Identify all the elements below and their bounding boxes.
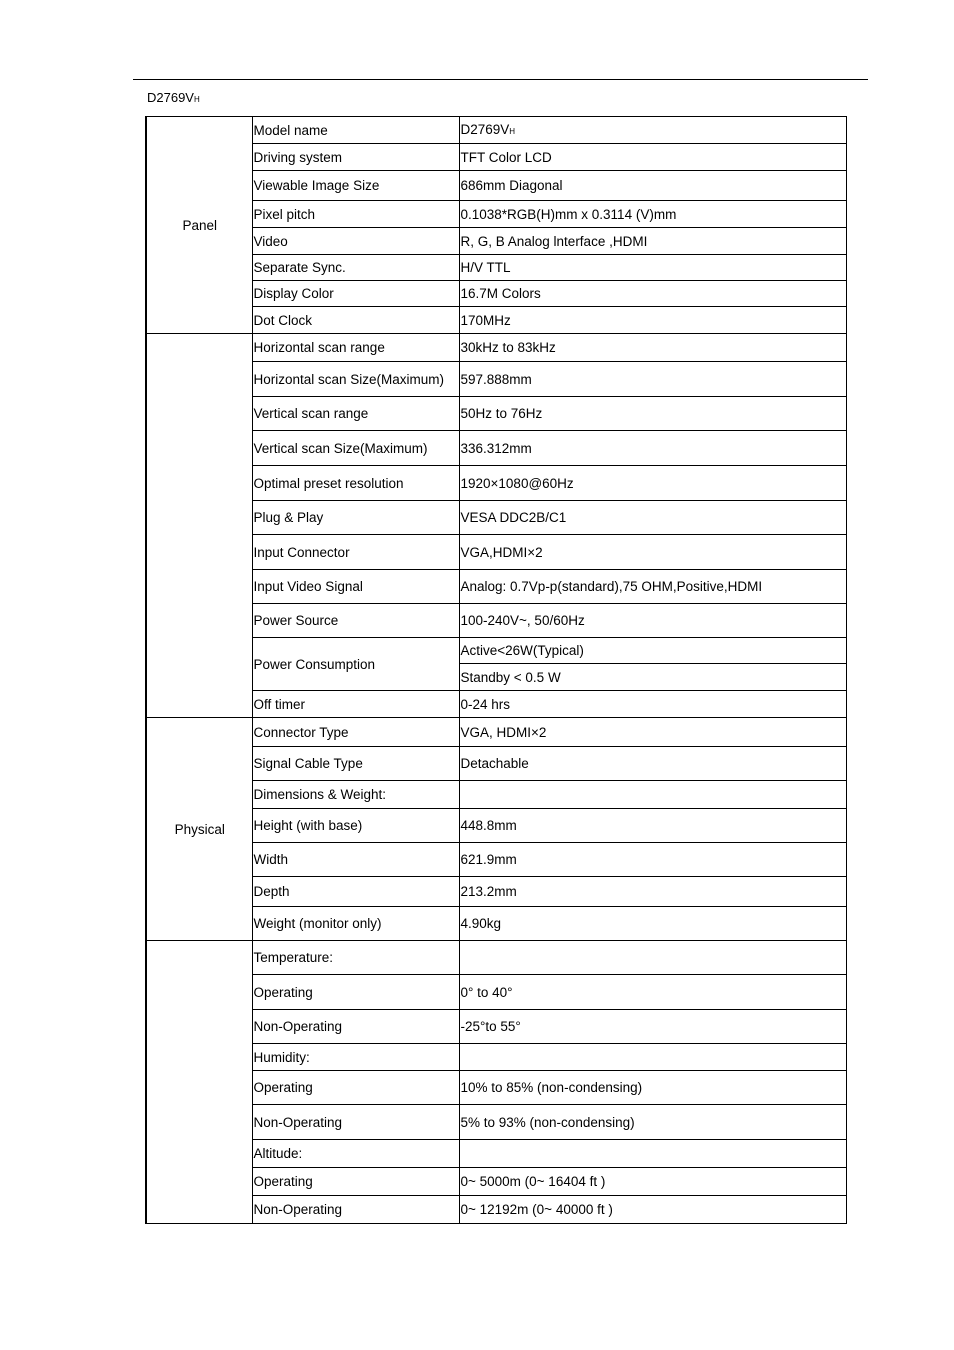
spec-value	[459, 781, 846, 809]
model-heading-base: D2769V	[147, 90, 194, 105]
spec-value: VESA DDC2B/C1	[459, 501, 846, 535]
spec-value: 170MHz	[459, 307, 846, 334]
spec-value: 0.1038*RGB(H)mm x 0.3114 (V)mm	[459, 201, 846, 228]
spec-label: Video	[252, 228, 459, 255]
spec-value: 0~ 12192m (0~ 40000 ft )	[459, 1196, 846, 1224]
spec-label: Model name	[252, 117, 459, 144]
spec-value: 4.90kg	[459, 907, 846, 941]
spec-value: 50Hz to 76Hz	[459, 397, 846, 431]
model-heading	[147, 90, 200, 105]
spec-value	[459, 1140, 846, 1168]
spec-label: Vertical scan range	[252, 397, 459, 431]
spec-value: H/V TTL	[459, 255, 846, 281]
spec-label: Optimal preset resolution	[252, 466, 459, 501]
spec-value: TFT Color LCD	[459, 144, 846, 171]
spec-value: 213.2mm	[459, 877, 846, 907]
spec-label: Power Consumption	[252, 638, 459, 691]
spec-label: Temperature:	[252, 941, 459, 975]
spec-label: Altitude:	[252, 1140, 459, 1168]
spec-value: VGA,HDMI×2	[459, 535, 846, 570]
spec-label: Viewable Image Size	[252, 171, 459, 201]
spec-label: Operating	[252, 975, 459, 1010]
spec-value: -25°to 55°	[459, 1010, 846, 1044]
spec-label: Non-Operating	[252, 1010, 459, 1044]
section-category	[146, 941, 252, 1224]
spec-value: 0-24 hrs	[459, 691, 846, 718]
section-category	[146, 334, 252, 718]
spec-label: Vertical scan Size(Maximum)	[252, 431, 459, 466]
spec-label: Separate Sync.	[252, 255, 459, 281]
section-category: Panel	[146, 117, 252, 334]
model-heading-sub: H	[193, 95, 200, 104]
spec-value: 10% to 85% (non-condensing)	[459, 1071, 846, 1105]
spec-value	[459, 941, 846, 975]
spec-label: Off timer	[252, 691, 459, 718]
spec-label: Driving system	[252, 144, 459, 171]
spec-value: 336.312mm	[459, 431, 846, 466]
spec-label: Horizontal scan range	[252, 334, 459, 362]
spec-label: Horizontal scan Size(Maximum)	[252, 362, 459, 397]
spec-value: 597.888mm	[459, 362, 846, 397]
spec-label: Pixel pitch	[252, 201, 459, 228]
spec-label: Power Source	[252, 604, 459, 638]
spec-value: 30kHz to 83kHz	[459, 334, 846, 362]
spec-value: Detachable	[459, 747, 846, 781]
spec-label: Height (with base)	[252, 809, 459, 843]
spec-label: Operating	[252, 1168, 459, 1196]
spec-label: Depth	[252, 877, 459, 907]
spec-label: Input Video Signal	[252, 570, 459, 604]
spec-label: Connector Type	[252, 718, 459, 747]
spec-value: 100-240V~, 50/60Hz	[459, 604, 846, 638]
spec-label: Non-Operating	[252, 1105, 459, 1140]
spec-value: Analog: 0.7Vp-p(standard),75 OHM,Positive,HDMI	[459, 570, 846, 604]
spec-value: 1920×1080@60Hz	[459, 466, 846, 501]
spec-value-base: D2769V	[460, 121, 510, 137]
section-category: Physical	[146, 718, 252, 941]
spec-value: R, G, B Analog lnterface ,HDMI	[459, 228, 846, 255]
spec-value: 0~ 5000m (0~ 16404 ft )	[459, 1168, 846, 1196]
spec-value: 448.8mm	[459, 809, 846, 843]
spec-value: 621.9mm	[459, 843, 846, 877]
spec-value: VGA, HDMI×2	[459, 718, 846, 747]
spec-label: Humidity:	[252, 1044, 459, 1071]
table-row	[146, 117, 846, 144]
spec-value: 0° to 40°	[459, 975, 846, 1010]
spec-value	[459, 117, 846, 144]
spec-label: Signal Cable Type	[252, 747, 459, 781]
spec-table-body	[146, 117, 846, 1224]
spec-label: Operating	[252, 1071, 459, 1105]
spec-label: Width	[252, 843, 459, 877]
spec-value: Active<26W(Typical)	[459, 638, 846, 664]
spec-label: Dot Clock	[252, 307, 459, 334]
table-row	[146, 941, 846, 975]
header-rule	[133, 79, 868, 80]
spec-label: Display Color	[252, 281, 459, 307]
spec-value: 686mm Diagonal	[459, 171, 846, 201]
table-row	[146, 718, 846, 747]
spec-label: Dimensions & Weight:	[252, 781, 459, 809]
spec-label: Weight (monitor only)	[252, 907, 459, 941]
spec-table	[145, 116, 847, 1224]
spec-label: Non-Operating	[252, 1196, 459, 1224]
spec-value	[459, 1044, 846, 1071]
spec-value: Standby < 0.5 W	[459, 664, 846, 691]
spec-label: Plug & Play	[252, 501, 459, 535]
table-row	[146, 334, 846, 362]
spec-label: Input Connector	[252, 535, 459, 570]
spec-value: 16.7M Colors	[459, 281, 846, 307]
spec-value: 5% to 93% (non-condensing)	[459, 1105, 846, 1140]
spec-value-sub: H	[509, 126, 516, 136]
